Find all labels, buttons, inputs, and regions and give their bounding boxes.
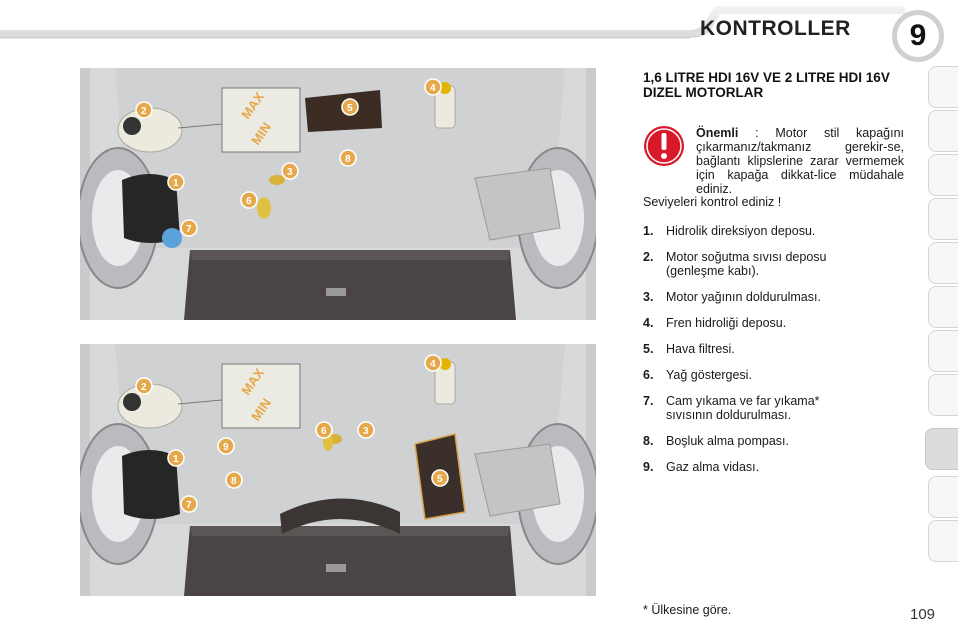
chapter-tab[interactable]: [928, 110, 958, 152]
gauge-max-label: MAX: [238, 365, 268, 398]
gauge-min-label: MIN: [248, 395, 275, 424]
svg-text:4: 4: [430, 359, 436, 370]
list-item-text: Gaz alma vidası.: [666, 460, 760, 474]
list-item-number: 7.: [643, 394, 654, 408]
chapter-tab[interactable]: [928, 286, 958, 328]
svg-text:9: 9: [223, 442, 229, 453]
list-item: [643, 434, 913, 448]
callout-8: [226, 472, 242, 488]
list-item-text: Motor yağının doldurulması.: [666, 290, 821, 304]
intro-text: Seviyeleri kontrol ediniz !: [643, 195, 782, 209]
warning-label: Önemli: [696, 126, 739, 140]
footnote: * Ülkesine göre.: [643, 603, 732, 617]
list-item-text: Boşluk alma pompası.: [666, 434, 789, 448]
list-item-number: 1.: [643, 224, 654, 238]
chapter-tab-active[interactable]: [925, 428, 958, 470]
callout-1: [168, 174, 184, 190]
gauge-min-label: MIN: [248, 119, 275, 148]
list-item-text: Hava filtresi.: [666, 342, 735, 356]
list-item-text: Fren hidroliği deposu.: [666, 316, 787, 330]
warning-text: : Motor stil kapağını çıkarmanız/takmanız gerekir-se, bağlantı klipslerine zarar vermemek için kapağa dikkat-lice müdahale ediniz.: [696, 126, 904, 196]
callout-1: [168, 450, 184, 466]
list-item: [643, 250, 913, 278]
svg-text:7: 7: [186, 224, 192, 235]
section-title: 1,6 LITRE HDI 16V VE 2 LITRE HDI 16V DIZEL MOTORLAR: [643, 70, 890, 100]
list-item: [643, 342, 913, 356]
list-item-text: Hidrolik direksiyon deposu.: [666, 224, 816, 238]
chapter-tab[interactable]: [928, 520, 958, 562]
callout-4: [425, 79, 441, 95]
engine-photo-top: [80, 68, 596, 320]
list-item-number: 4.: [643, 316, 654, 330]
callout-5: [342, 99, 358, 115]
list-item-number: 5.: [643, 342, 654, 356]
list-item-text: Cam yıkama ve far yıkama* sıvısının doldurulması.: [666, 394, 820, 422]
callout-6: [241, 192, 257, 208]
svg-text:6: 6: [321, 426, 327, 437]
exclamation-icon: [642, 124, 686, 168]
chapter-tab[interactable]: [928, 154, 958, 196]
list-item: [643, 290, 913, 304]
svg-text:3: 3: [363, 426, 369, 437]
chapter-tab[interactable]: [928, 476, 958, 518]
svg-text:5: 5: [437, 474, 443, 485]
chapter-tabs: [928, 66, 960, 576]
list-item-number: 8.: [643, 434, 654, 448]
chapter-tab[interactable]: [928, 330, 958, 372]
engine-photo-bottom: [80, 344, 596, 596]
chapter-number-badge: 9: [892, 10, 944, 62]
svg-text:6: 6: [246, 196, 252, 207]
callout-6: [316, 422, 332, 438]
callout-7: [181, 496, 197, 512]
check-list: [643, 224, 913, 486]
svg-text:7: 7: [186, 500, 192, 511]
list-item: [643, 394, 913, 422]
chapter-tab[interactable]: [928, 198, 958, 240]
svg-text:2: 2: [141, 106, 147, 117]
svg-text:5: 5: [347, 103, 353, 114]
list-item-number: 2.: [643, 250, 654, 264]
page-number: 109: [910, 606, 936, 623]
svg-text:2: 2: [141, 382, 147, 393]
svg-text:3: 3: [287, 167, 293, 178]
list-item-number: 6.: [643, 368, 654, 382]
list-item: [643, 460, 913, 474]
callout-3: [358, 422, 374, 438]
svg-text:8: 8: [345, 154, 351, 165]
callout-8: [340, 150, 356, 166]
callout-2: [136, 102, 152, 118]
list-item-number: 9.: [643, 460, 654, 474]
chapter-tab[interactable]: [928, 374, 958, 416]
svg-text:8: 8: [231, 476, 237, 487]
chapter-tab[interactable]: [928, 242, 958, 284]
chapter-tab[interactable]: [928, 66, 958, 108]
callout-3: [282, 163, 298, 179]
list-item: [643, 224, 913, 238]
svg-text:1: 1: [173, 454, 179, 465]
warning-note: [696, 126, 904, 196]
list-item-text: Yağ göstergesi.: [666, 368, 752, 382]
list-item: [643, 316, 913, 330]
svg-text:4: 4: [430, 83, 436, 94]
list-item-text: Motor soğutma sıvısı deposu (genleşme kabı).: [666, 250, 827, 278]
svg-text:1: 1: [173, 178, 179, 189]
chapter-title: KONTROLLER: [700, 17, 851, 40]
callout-2: [136, 378, 152, 394]
list-item-number: 3.: [643, 290, 654, 304]
list-item: [643, 368, 913, 382]
callout-9: [218, 438, 234, 454]
gauge-max-label: MAX: [238, 89, 268, 122]
callout-5: [432, 470, 448, 486]
callout-7: [181, 220, 197, 236]
callout-4: [425, 355, 441, 371]
